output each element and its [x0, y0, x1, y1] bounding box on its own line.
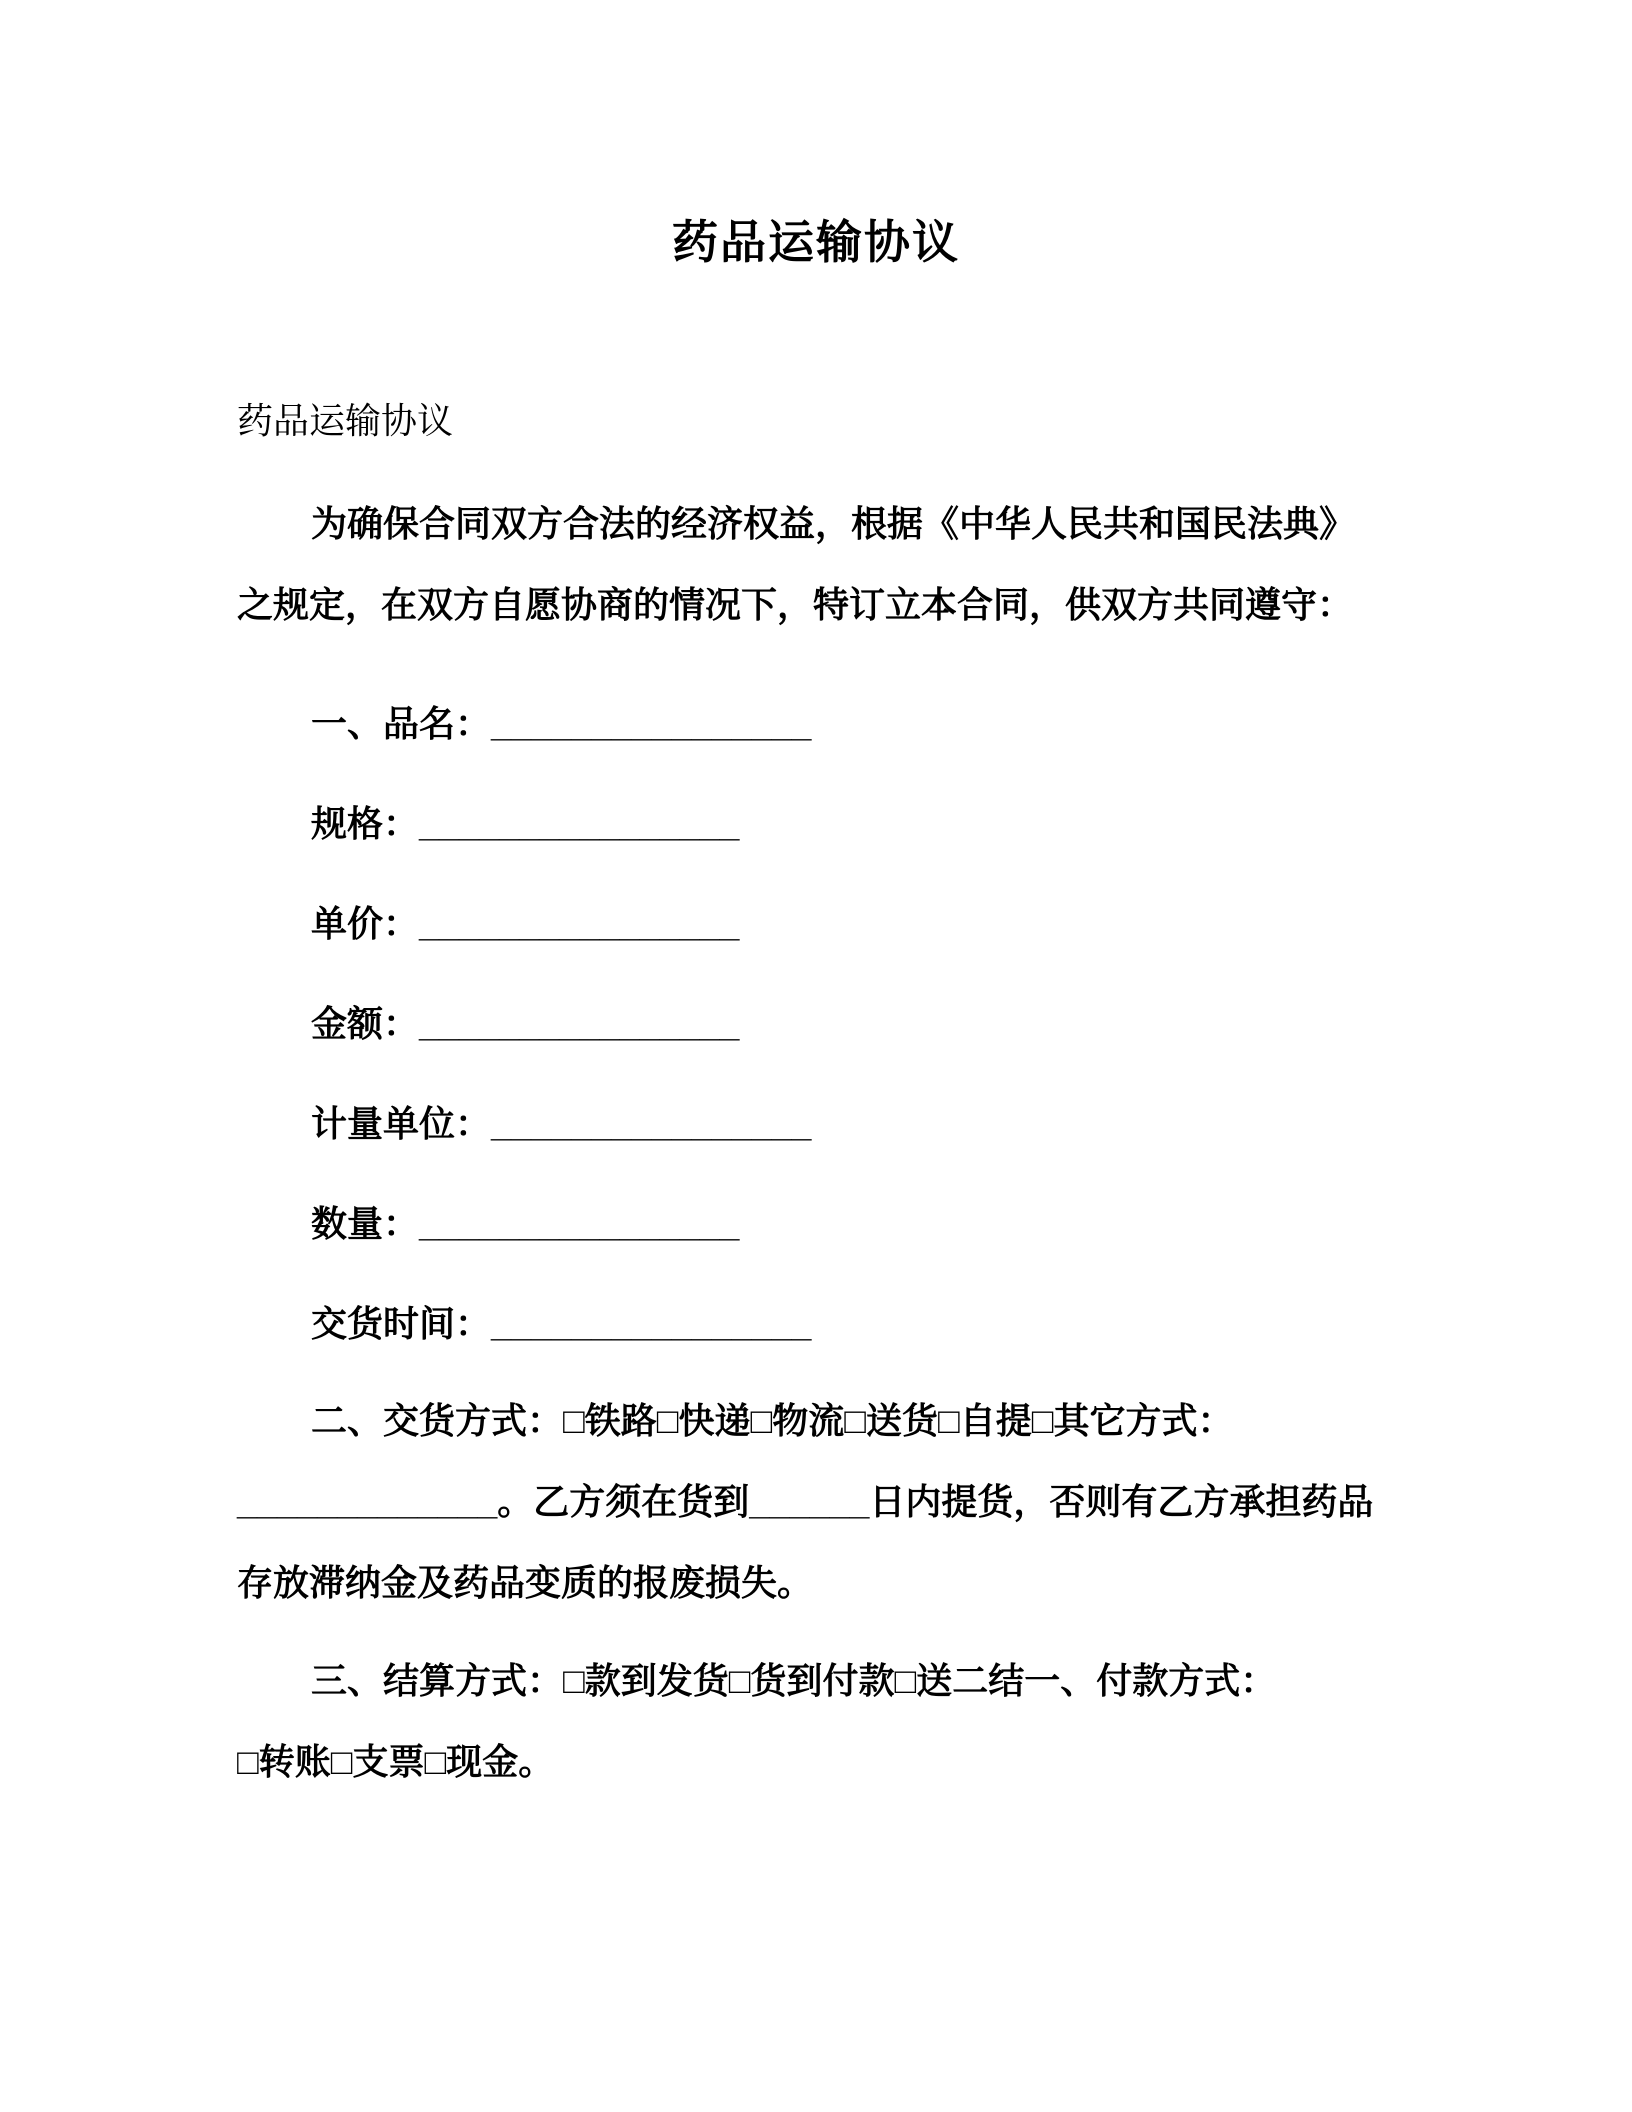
- field-blank: ________________: [419, 803, 740, 844]
- delivery-line-3: 存放滞纳金及药品变质的报废损失。: [237, 1562, 814, 1603]
- intro-line-2: 之规定，在双方自愿协商的情况下，特订立本合同，供双方共同遵守：: [237, 584, 1354, 625]
- intro-paragraph: [237, 483, 1395, 645]
- field-row-unit-price: [237, 883, 1395, 964]
- field-label: 一、品名：: [311, 703, 492, 744]
- section-payment-method: [237, 1640, 1395, 1802]
- field-row-specification: [237, 783, 1395, 864]
- field-blank: ________________: [419, 903, 740, 944]
- field-label: 计量单位：: [311, 1103, 492, 1144]
- field-blank: ________________: [491, 1103, 812, 1144]
- field-blank: ________________: [419, 1003, 740, 1044]
- field-row-delivery-time: [237, 1283, 1395, 1364]
- field-label: 金额：: [311, 1003, 420, 1044]
- field-blank: ________________: [419, 1203, 740, 1244]
- field-row-measure-unit: [237, 1083, 1395, 1164]
- delivery-line-2: _____________。乙方须在货到______日内提货，否则有乙方承担药品: [237, 1481, 1374, 1522]
- field-row-amount: [237, 983, 1395, 1064]
- field-label: 数量：: [311, 1203, 420, 1244]
- field-label: 单价：: [311, 903, 420, 944]
- field-label: 规格：: [311, 803, 420, 844]
- intro-line-1: 为确保合同双方合法的经济权益，根据《中华人民共和国民法典》: [311, 503, 1356, 544]
- field-row-quantity: [237, 1183, 1395, 1264]
- payment-line-2: □转账□支票□现金。: [237, 1741, 555, 1782]
- field-blank: ________________: [491, 703, 812, 744]
- field-label: 交货时间：: [311, 1303, 492, 1344]
- field-blank: ________________: [491, 1303, 812, 1344]
- payment-line-1: 三、结算方式：□款到发货□货到付款□送二结一、付款方式：: [311, 1660, 1277, 1701]
- delivery-line-1: 二、交货方式：□铁路□快递□物流□送货□自提□其它方式：: [311, 1400, 1234, 1441]
- section-delivery-method: [237, 1380, 1395, 1623]
- document-subtitle: 药品运输协议: [237, 400, 454, 441]
- document-title: 药品运输协议: [672, 216, 960, 268]
- field-list: [237, 683, 1395, 1364]
- field-row-product-name: [237, 683, 1395, 764]
